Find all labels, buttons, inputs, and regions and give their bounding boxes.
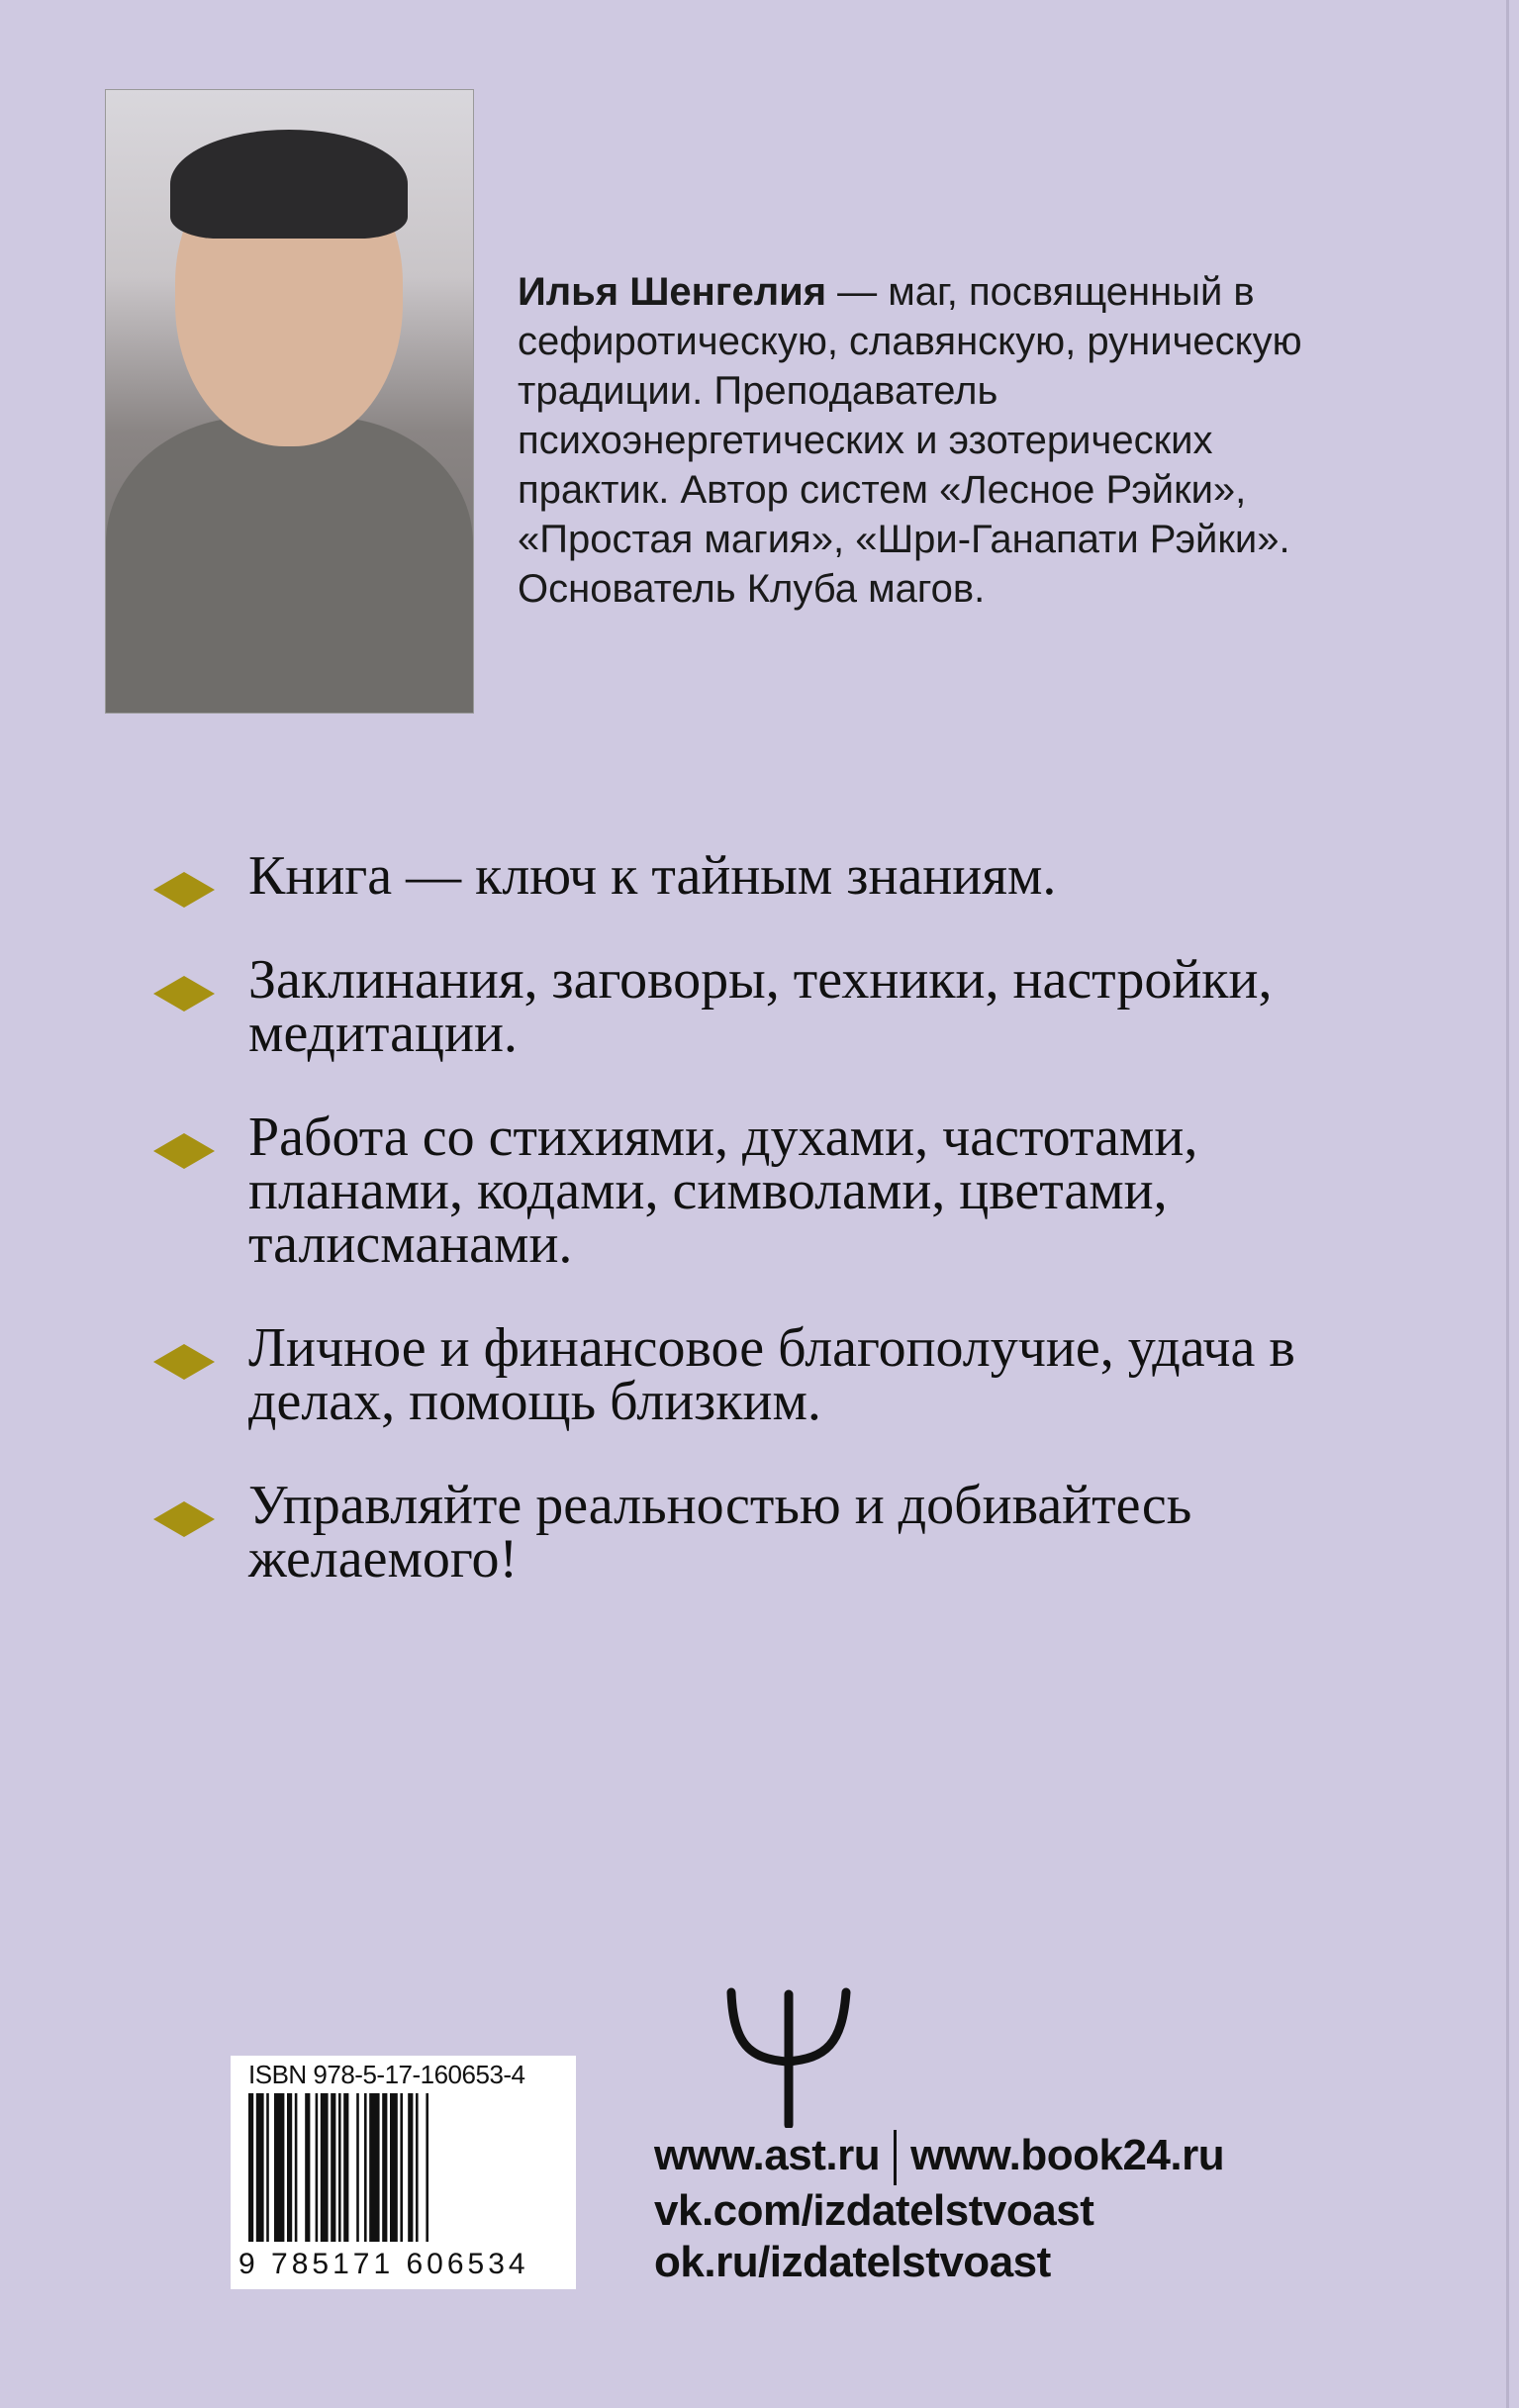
link-book24[interactable]: www.book24.ru bbox=[910, 2131, 1225, 2179]
isbn-barcode bbox=[231, 2056, 576, 2289]
author-bio bbox=[518, 267, 1309, 614]
link-separator bbox=[894, 2130, 897, 2185]
feature-item bbox=[153, 1317, 1390, 1432]
barcode-bar bbox=[426, 2093, 428, 2242]
author-bio-text: — маг, посвященный в сефиротическую, славянскую, руническую традиции. Преподаватель психоэнергетических и эзотерических практик. Автор систем «Лесное Рэйки», «Простая магия», «Шри-Ганапати Рэйки». Основатель Клуба магов. bbox=[518, 270, 1302, 611]
publisher-links bbox=[654, 2130, 1224, 2288]
publisher-logo-psi-icon bbox=[719, 1984, 858, 2128]
barcode-bar bbox=[274, 2093, 284, 2242]
barcode-bar bbox=[256, 2093, 264, 2242]
barcode-bar bbox=[343, 2093, 348, 2242]
diamond-bullet-icon bbox=[153, 1335, 197, 1379]
cover-edge bbox=[1506, 0, 1509, 2408]
barcode-digits: 9 785171 606534 bbox=[238, 2248, 529, 2280]
author-name: Илья Шенгелия bbox=[518, 270, 827, 314]
barcode-bar bbox=[321, 2093, 329, 2242]
barcode-bar bbox=[287, 2093, 292, 2242]
feature-text: Личное и финансовое благополучие, удача в делах, помощь близким. bbox=[248, 1317, 1295, 1432]
barcode-bar bbox=[338, 2093, 341, 2242]
barcode-bar bbox=[416, 2093, 419, 2242]
diamond-bullet-icon bbox=[153, 967, 197, 1011]
link-ok[interactable]: ok.ru/izdatelstvoast bbox=[654, 2238, 1051, 2287]
feature-item bbox=[153, 1475, 1390, 1589]
feature-list bbox=[153, 845, 1390, 1636]
diamond-bullet-icon bbox=[153, 1124, 197, 1168]
barcode-bar bbox=[248, 2093, 253, 2242]
barcode-bar bbox=[364, 2093, 367, 2242]
feature-item bbox=[153, 949, 1390, 1064]
link-ast[interactable]: www.ast.ru bbox=[654, 2131, 881, 2179]
feature-item bbox=[153, 845, 1390, 907]
feature-item bbox=[153, 1107, 1390, 1275]
isbn-label: ISBN 978-5-17-160653-4 bbox=[248, 2060, 525, 2089]
barcode-bar bbox=[316, 2093, 319, 2242]
diamond-bullet-icon bbox=[153, 863, 197, 907]
barcode-bars bbox=[246, 2093, 563, 2252]
diamond-bullet-icon bbox=[153, 1493, 197, 1536]
feature-text: Заклинания, заговоры, техники, настройки, медитации. bbox=[248, 949, 1273, 1064]
barcode-bar bbox=[266, 2093, 269, 2242]
barcode-bar bbox=[369, 2093, 379, 2242]
barcode-bar bbox=[295, 2093, 298, 2242]
feature-text: Книга — ключ к тайным знаниям. bbox=[248, 845, 1057, 907]
feature-text: Управляйте реальностью и добивайтесь желаемого! bbox=[248, 1475, 1192, 1589]
barcode-bar bbox=[382, 2093, 387, 2242]
barcode-bar bbox=[305, 2093, 310, 2242]
barcode-bar bbox=[390, 2093, 398, 2242]
barcode-bar bbox=[356, 2093, 359, 2242]
barcode-bar bbox=[331, 2093, 335, 2242]
feature-text: Работа со стихиями, духами, частотами, планами, кодами, символами, цветами, талисманами. bbox=[248, 1107, 1198, 1275]
link-vk[interactable]: vk.com/izdatelstvoast bbox=[654, 2186, 1094, 2236]
barcode-bar bbox=[400, 2093, 403, 2242]
barcode-bar bbox=[408, 2093, 413, 2242]
author-photo bbox=[105, 89, 474, 714]
